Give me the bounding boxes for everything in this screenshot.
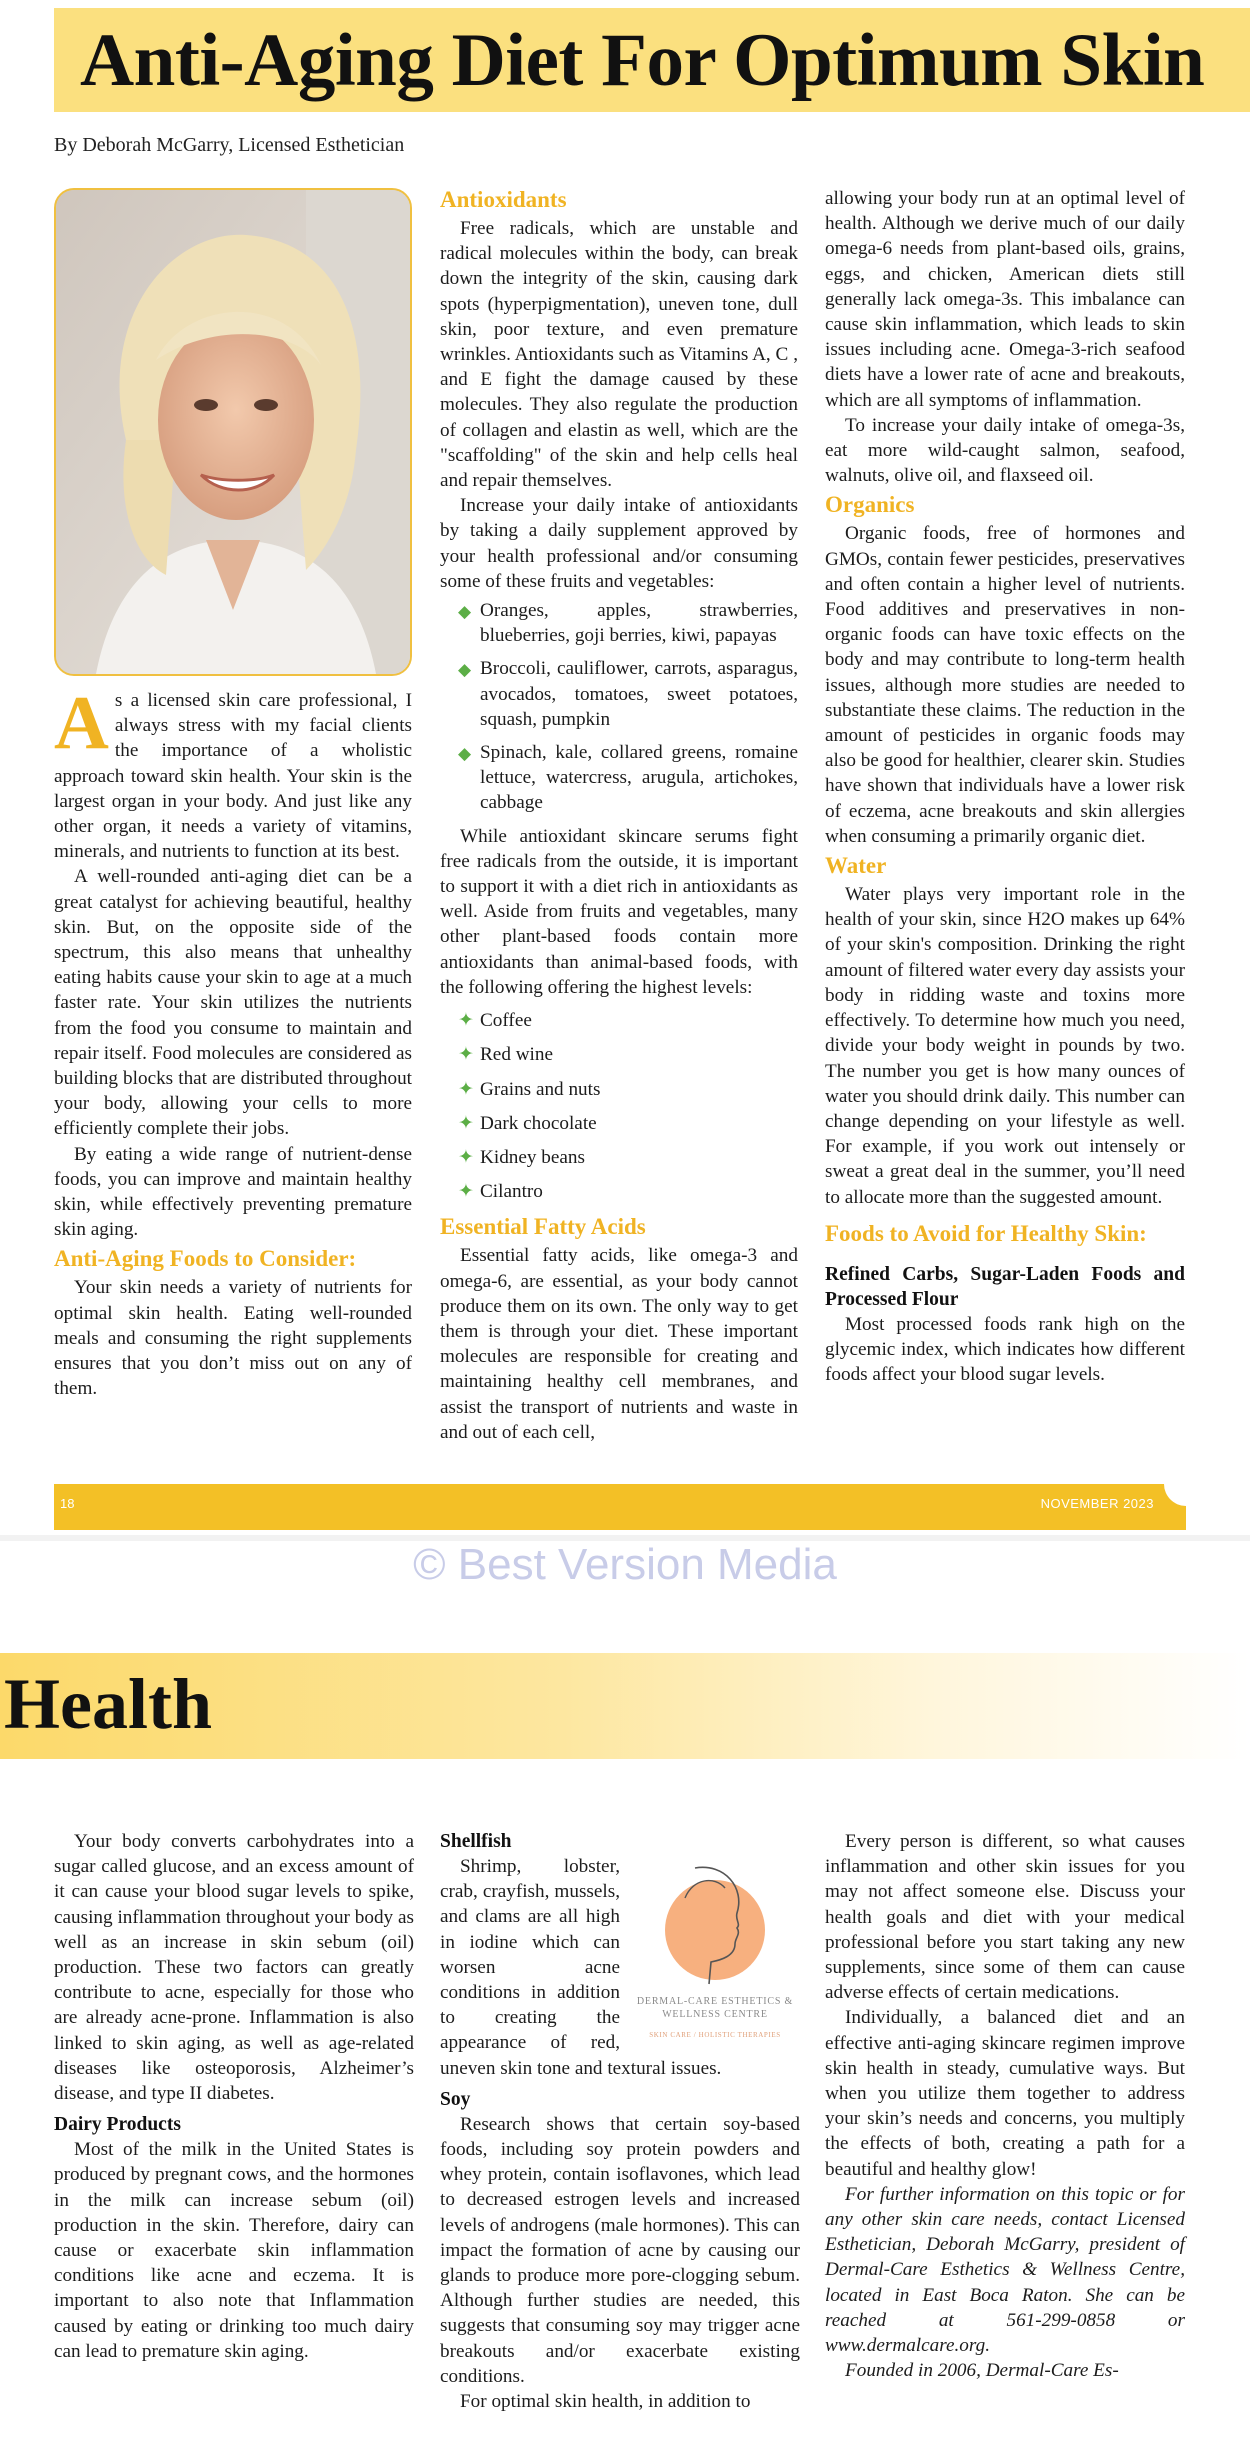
paragraph: Organic foods, free of hormones and GMOs, contain fewer pesticides, preservatives and often contain a higher level of nutrients. Food additives and preservatives in non-organic foods can have toxic effects on the body and may contribute to long-term health issues, although more studies are needed to substantiate these claims. The reduction in the amount of pesticides in organic foods may also be good for healthier, clearer skin. Studies have shown that individuals have a lower risk of eczema, acne breakouts and skin allergies when consuming a primarily organic diet. xyxy=(825,523,1185,847)
column-1 xyxy=(54,1829,414,2364)
paragraph: Free radicals, which are unstable and radical molecules within the body, can break down the integrity of the skin, causing dark spots (hyperpigmentation), uneven tone, dull skin, poor texture, and even premature wrinkles. Antioxidants such as Vitamins A, C , and E fight the damage caused by these molecules. They also regulate the production of collagen and elastin as well, which are the "scaffolding" of the skin and help cells heal and repair themselves. xyxy=(440,218,798,492)
paragraph: allowing your body run at an optimal level of health. Although we derive much of our daily omega-6 needs from plant-based oils, grains, eggs, and chicken, American diets still generally lack omega-3s. This imbalance can cause skin inflammation, which leads to skin issues including acne. Omega-3-rich seafood diets have a lower rate of acne and breakouts, which are all symptoms of inflammation. xyxy=(825,188,1185,411)
subsection-heading: Soy xyxy=(440,2088,471,2110)
subsection-heading: Shellfish xyxy=(440,1831,512,1852)
dermal-care-logo xyxy=(630,1858,800,2048)
list-item: ✦ Coffee xyxy=(458,1008,798,1033)
star-bullet-icon: ✦ xyxy=(458,1044,474,1066)
paragraph: Shrimp, lobster, crab, crayfish, mussels, and clams are all high in iodine which can worsen acne conditions in addition to creating the appearance of red, uneven skin tone and textural issues. xyxy=(440,1856,722,2079)
produce-list xyxy=(440,598,798,816)
article-title: Anti-Aging Diet For Optimum Skin xyxy=(80,19,1205,102)
section-banner xyxy=(0,1653,1250,1759)
section-title: Health xyxy=(4,1664,212,1744)
byline: By Deborah McGarry, Licensed Esthetician xyxy=(54,134,405,156)
paragraph: Research shows that certain soy-based foods, including soy protein powders and whey protein, contain isoflavones, which lead to decreased estrogen levels and increased levels of androgens (male hormones). This can impact the formation of acne by causing our glands to produce more pore-clogging sebum. Although further studies are needed, this suggests that consuming soy may trigger acne breakouts and/or exacerbate existing conditions. xyxy=(440,2113,800,2387)
paragraph: Most processed foods rank high on the glycemic index, which indicates how different foods affect your blood sugar levels. xyxy=(825,1313,1185,1386)
section-heading: Antioxidants xyxy=(440,187,567,212)
list-item: ◆ Broccoli, cauliflower, carrots, asparagus, avocados, tomatoes, sweet potatoes, squash, pumpkin xyxy=(458,658,798,730)
paragraph: While antioxidant skincare serums fight free radicals from the outside, it is important to support it with a diet rich in antioxidants as well. Aside from fruits and vegetables, many other plant-based foods contain more antioxidants than animal-based foods, with the following offering the highest levels: xyxy=(440,825,798,998)
portrait-photo-icon xyxy=(56,190,410,674)
list-item: ◆ Oranges, apples, strawberries, blueberries, goji berries, kiwi, papayas xyxy=(458,600,798,647)
paragraph: Your body converts carbohydrates into a sugar called glucose, and an excess amount of it can cause your blood sugar levels to spike, causing inflammation throughout your body as well as an increase in skin sebum (oil) production. These two factors can greatly contribute to acne, especially for those who are already acne-prone. Inflammation is also linked to skin aging, as well as age-related diseases like osteoporosis, Alzheimer’s disease, and type II diabetes. xyxy=(54,1831,414,2105)
subsection-heading: Dairy Products xyxy=(54,2114,181,2136)
section-heading: Essential Fatty Acids xyxy=(440,1214,646,1240)
section-heading: Foods to Avoid for Healthy Skin: xyxy=(825,1220,1147,1246)
list-item: ✦ Dark chocolate xyxy=(458,1111,798,1136)
logo-tagline: SKIN CARE / HOLISTIC THERAPIES xyxy=(649,2031,781,2040)
watermark: © Best Version Media xyxy=(413,1540,837,1589)
column-3 xyxy=(825,186,1185,1387)
paragraph: To increase your daily intake of omega-3s, eat more wild-caught salmon, seafood, walnuts, olive oil, and flaxseed oil. xyxy=(825,414,1185,487)
diamond-bullet-icon: ◆ xyxy=(458,744,472,764)
star-bullet-icon: ✦ xyxy=(458,1078,474,1100)
star-bullet-icon: ✦ xyxy=(458,1146,474,1168)
paragraph: Your skin needs a variety of nutrients for optimal skin health. Eating well-rounded meals and consuming the right supplements ensures that you don’t miss out on any of them. xyxy=(54,1277,412,1400)
page-curl-decoration xyxy=(1164,1484,1186,1506)
intro-paragraph: s a licensed skin care professional, I always stress with my facial clients the importance of a wholistic approach toward skin health. Your skin is the largest organ in your body. And just like any other organ, it needs a variety of vitamins, minerals, and nutrients to function at its best. xyxy=(54,690,412,863)
diamond-bullet-icon: ◆ xyxy=(458,602,472,622)
logo-name: DERMAL-CARE ESTHETICS & WELLNESS CENTRE xyxy=(636,1996,794,2021)
paragraph: Most of the milk in the United States is produced by pregnant cows, and the hormones in the milk can increase sebum (oil) production in the skin. Therefore, dairy can cause or exacerbate skin inflammation conditions like acne and eczema. It is important to also note that Inflammation caused by eating or drinking too much dairy can lead to premature skin aging. xyxy=(54,2139,414,2362)
paragraph: A well-rounded anti-aging diet can be a great catalyst for achieving beautiful, healthy skin. But, on the opposite side of the spectrum, this also means that unhealthy eating habits cause your skin to age at a much faster rate. Your skin utilizes the nutrients from the food you consume to maintain and repair itself. Food molecules are considered as building blocks that are distributed throughout your body, allowing your cells to more efficiently complete their jobs. xyxy=(54,866,412,1140)
star-bullet-icon: ✦ xyxy=(458,1010,474,1032)
list-item: ✦ Kidney beans xyxy=(458,1145,798,1170)
subsection-heading: Refined Carbs, Sugar-Laden Foods and Processed Flour xyxy=(825,1263,1185,1310)
contact-paragraph: For further information on this topic or for any other skin care needs, contact Licensed Esthetician, Deborah McGarry, president of Dermal-Care Esthetics & Wellness Centre, located in East Boca Raton. She can be reached at 561-299-0858 or www.dermalcare.org. xyxy=(825,2183,1185,2357)
title-banner xyxy=(54,8,1250,112)
issue-date: NOVEMBER 2023 xyxy=(1040,1496,1154,1511)
list-item: ✦ Cilantro xyxy=(458,1179,798,1204)
face-profile-logo-icon xyxy=(655,1858,775,1988)
paragraph: Founded in 2006, Dermal-Care Es- xyxy=(845,2360,1119,2382)
column-3 xyxy=(825,1829,1185,2383)
paragraph: For optimal skin health, in addition to xyxy=(460,2391,751,2413)
page-footer xyxy=(54,1484,1186,1530)
section-heading: Water xyxy=(825,853,887,879)
page-number: 18 xyxy=(60,1496,75,1511)
antioxidant-foods-list xyxy=(458,1008,798,1204)
paragraph: Essential fatty acids, like omega-3 and omega-6, are essential, as your body cannot produce them on its own. The only way to get them is through your diet. These important molecules are responsible for creating and maintaining healthy cell membranes, and assist the transport of nutrients and waste in and out of each cell, xyxy=(440,1245,798,1443)
star-bullet-icon: ✦ xyxy=(458,1181,474,1203)
author-photo xyxy=(54,188,412,676)
paragraph: Water plays very important role in the health of your skin, since H2O makes up 64% of your skin's composition. Drinking the right amount of filtered water every day assists your body in ridding waste and toxins more effectively. To determine how much you need, divide your body weight in pounds by two. The number you get is how many ounces of water you should drink daily. This number can change depending on your lifestyle as well. For example, if you work out intensely or sweat a great deal in the summer, you’ll need to allocate more than the suggested amount. xyxy=(825,884,1185,1208)
paragraph: Individually, a balanced diet and an effective anti-aging skincare regimen improve skin health in steady, cumulative ways. But when you utilize them together to address your skin’s needs and concerns, you multiply the effects of both, creating a path for a beautiful and healthy glow! xyxy=(825,2007,1185,2180)
list-item: ✦ Grains and nuts xyxy=(458,1077,798,1102)
column-1 xyxy=(54,188,412,1401)
list-item: ✦ Red wine xyxy=(458,1042,798,1067)
star-bullet-icon: ✦ xyxy=(458,1112,474,1134)
column-2 xyxy=(440,186,798,1445)
paragraph: By eating a wide range of nutrient-dense foods, you can improve and maintain healthy skin, while effectively preventing premature skin aging. xyxy=(54,1143,412,1241)
drop-cap: A xyxy=(54,681,109,765)
section-heading: Organics xyxy=(825,492,915,518)
diamond-bullet-icon: ◆ xyxy=(458,660,472,680)
section-heading: Anti-Aging Foods to Consider: xyxy=(54,1246,357,1272)
article-page-2 xyxy=(0,1620,1250,2444)
paragraph: Increase your daily intake of antioxidants by taking a daily supplement approved by your health professional and/or consuming some of these fruits and vegetables: xyxy=(440,495,798,592)
list-item: ◆ Spinach, kale, collared greens, romaine lettuce, watercress, arugula, artichokes, cabbage xyxy=(458,742,798,814)
column-2 xyxy=(440,1829,800,2414)
paragraph: Every person is different, so what causes inflammation and other skin issues for you may not affect someone else. Discuss your health goals and diet with your medical professional before you start taking any new supplements, since some of them can cause adverse effects of certain medications. xyxy=(825,1831,1185,2004)
